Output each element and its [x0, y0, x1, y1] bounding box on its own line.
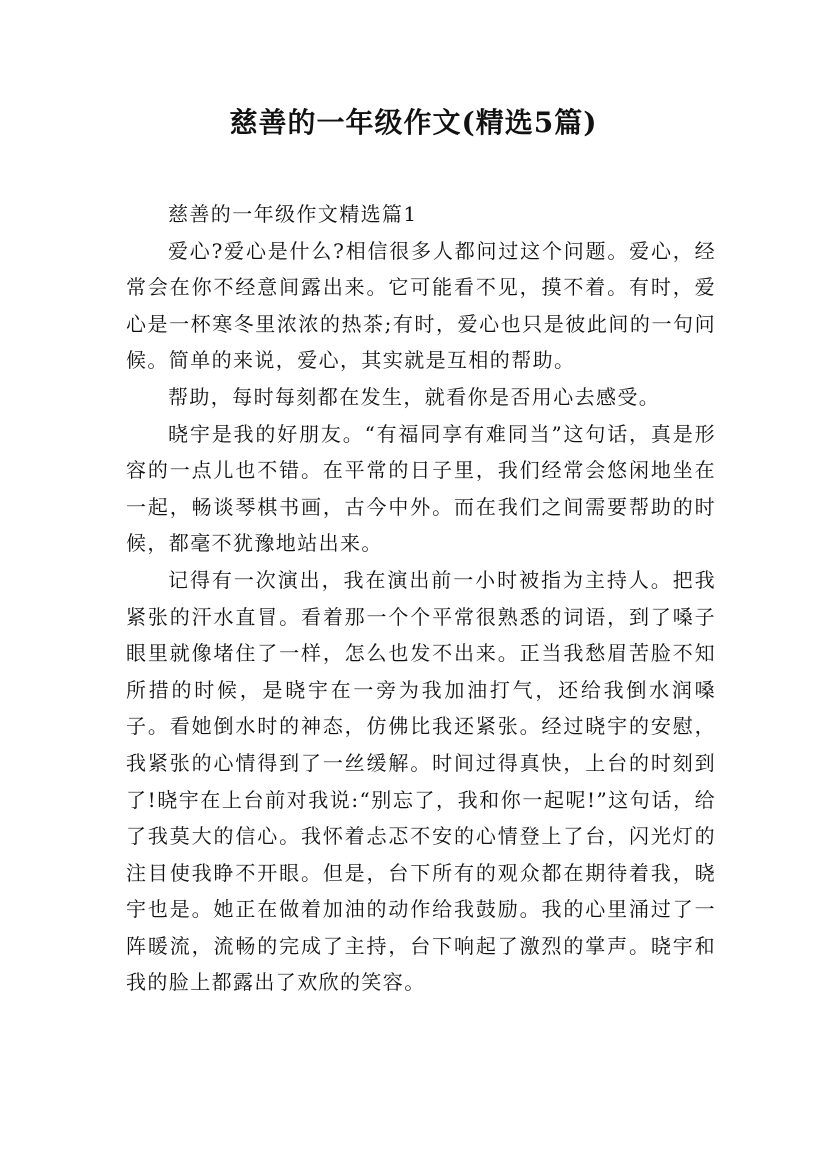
paragraph-1: 爱心?爱心是什么?相信很多人都问过这个问题。爱心，经常会在你不经意间露出来。它可能看不见，摸不着。有时，爱心是一杯寒冬里浓浓的热茶;有时，爱心也只是彼此间的一句问候。简单的来说，爱心，其实就是互相的帮助。: [126, 238, 716, 373]
document-body: [126, 196, 716, 1001]
paragraph-2: 帮助，每时每刻都在发生，就看你是否用心去感受。: [168, 384, 661, 409]
paragraph-4: 记得有一次演出，我在演出前一小时被指为主持人。把我紧张的汗水直冒。看着那一个个平常很熟悉的词语，到了嗓子眼里就像堵住了一样，怎么也发不出来。正当我愁眉苦脸不知所措的时候，是晓宇在一旁为我加油打气，还给我倒水润嗓子。看她倒水时的神态，仿佛比我还紧张。经过晓宇的安慰，我紧张的心情得到了一丝缓解。时间过得真快，上台的时刻到了!晓宇在上台前对我说:“别忘了，我和你一起呢!”这句话，给了我莫大的信心。我怀着忐忑不安的心情登上了台，闪光灯的注目使我睁不开眼。但是，台下所有的观众都在期待着我，晓宇也是。她正在做着加油的动作给我鼓励。我的心里涌过了一阵暖流，流畅的完成了主持，台下响起了激烈的掌声。晓宇和我的脸上都露出了欢欣的笑容。: [126, 567, 716, 995]
section-heading: 慈善的一年级作文精选篇1: [168, 202, 418, 226]
document-title: 慈善的一年级作文(精选5篇): [229, 106, 598, 139]
paragraph-3: 晓宇是我的好朋友。“有福同享有难同当”这句话，真是形容的一点儿也不错。在平常的日子里，我们经常会悠闲地坐在一起，畅谈琴棋书画，古今中外。而在我们之间需要帮助的时候，都毫不犹豫地站出来。: [126, 421, 716, 556]
